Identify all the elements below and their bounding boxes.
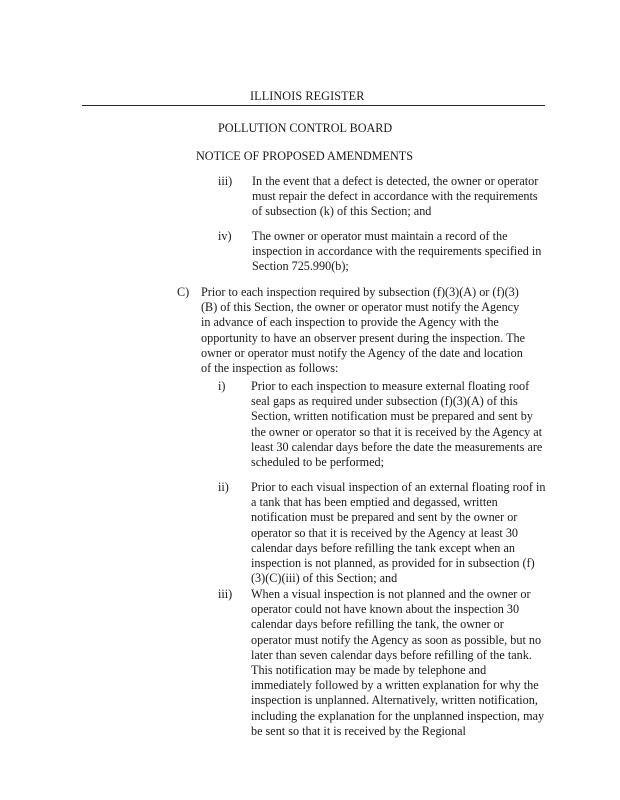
notice-title: NOTICE OF PROPOSED AMENDMENTS	[196, 149, 414, 163]
item-marker: iii)	[218, 587, 233, 601]
item-text: In the event that a defect is detected, the owner or operator must repair the defect in accordance with the requirements of subsection (k) of this Section; and	[252, 174, 539, 219]
item-text: Prior to each inspection to measure external floating roof seal gaps as required under subsection (f)(3)(A) of this Section, written notification must be prepared and sent by the owner or operator so that it is received by the Agency at least 30 calendar days before the date the measurements are scheduled to be performed;	[251, 379, 543, 470]
item-marker: iii)	[218, 174, 233, 188]
item-marker: i)	[218, 379, 226, 393]
item-text: Prior to each visual inspection of an external floating roof in a tank that has been emptied and degassed, written notification must be prepared and sent by the owner or operator so that it is received by the Agency at least 30 calendar days before refilling the tank except when an inspection is not planned, as provided for in subsection (f)(3)(C)(iii) of this Section; and	[251, 480, 546, 586]
item-text: Prior to each inspection required by subsection (f)(3)(A) or (f)(3)(B) of this Section, the owner or operator must notify the Agency in advance of each inspection to provide the Agency with the opportunity to have an observer present during the inspection. The owner or operator must notify the Agency of the date and location of the inspection as follows:	[201, 285, 526, 376]
item-marker: ii)	[218, 480, 229, 494]
board-title: POLLUTION CONTROL BOARD	[218, 121, 393, 135]
header-rule	[82, 105, 545, 106]
register-title: ILLINOIS REGISTER	[250, 89, 365, 103]
item-text: The owner or operator must maintain a record of the inspection in accordance with the requirements specified in Section 725.990(b);	[252, 229, 542, 274]
item-text: When a visual inspection is not planned and the owner or operator could not have known about the inspection 30 calendar days before refilling the tank, the owner or operator must notify the Agency as soon as possible, but no later than seven calendar days before refilling of the tank. This notification may be made by telephone and immediately followed by a written explanation for why the inspection is unplanned. Alternatively, written notification, including the explanation for the unplanned inspection, may be sent so that it is received by the Regional	[251, 587, 545, 738]
item-marker: iv)	[218, 229, 232, 243]
item-marker: C)	[177, 285, 190, 299]
